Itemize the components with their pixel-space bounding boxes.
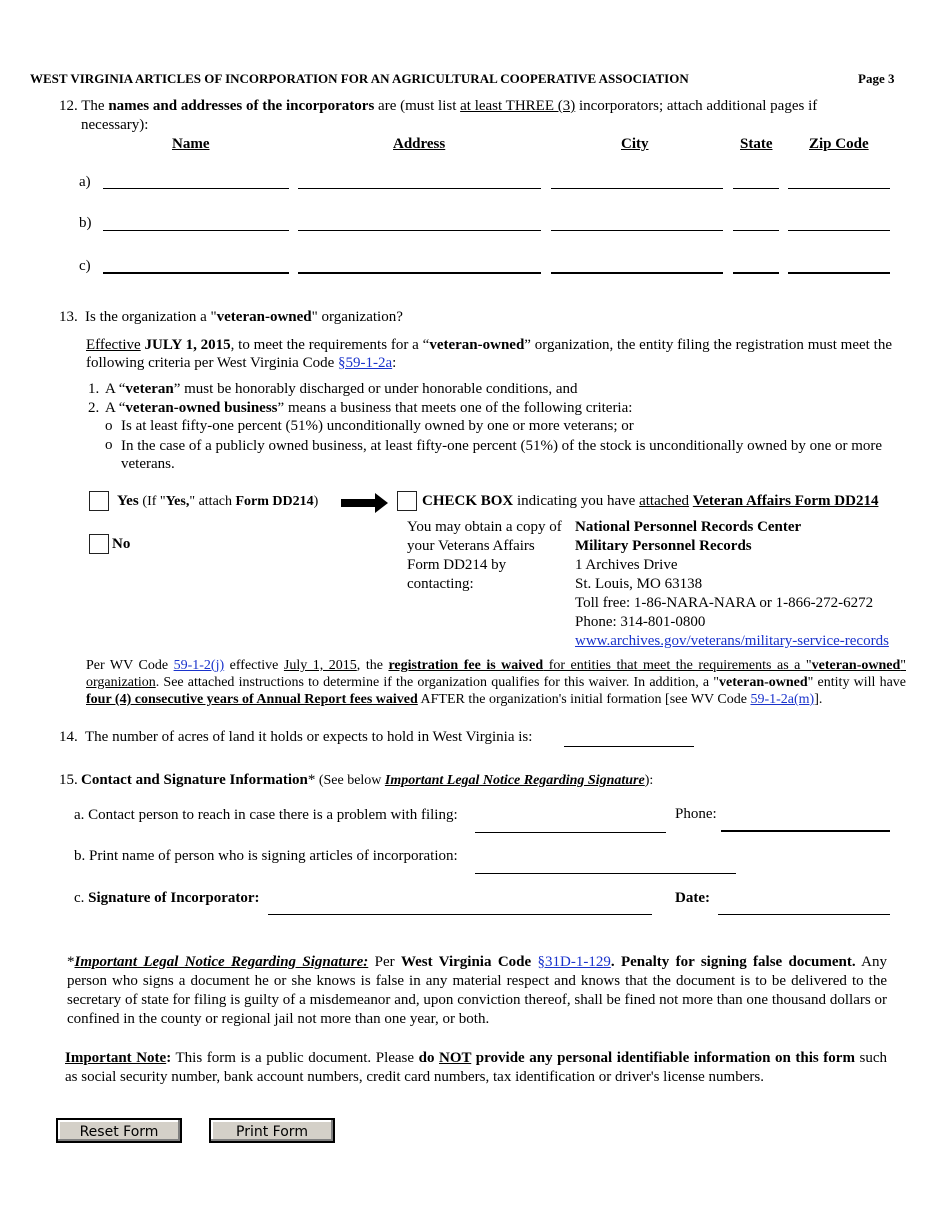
col-state: State: [740, 136, 773, 152]
contact-person-field[interactable]: [475, 832, 666, 833]
sub-bullet-1: o: [105, 418, 113, 434]
page-number: Page 3: [858, 71, 895, 86]
col-city: City: [621, 136, 649, 152]
phone-label: Phone:: [675, 806, 717, 822]
date-field[interactable]: [718, 914, 890, 915]
criteria-1: A “veteran” must be honorably discharged or under honorable conditions, and: [105, 381, 578, 397]
incorporator-a-name-field[interactable]: [103, 188, 289, 189]
q13-effective-paragraph: Effective JULY 1, 2015, to meet the requirements for a “veteran-owned” organization, the entity filing the registration must meet the following criteria per West Virginia Code §59-1-2a:: [86, 337, 892, 371]
signature-field[interactable]: [268, 914, 652, 915]
print-name-label: b. Print name of person who is signing articles of incorporation:: [74, 848, 458, 864]
no-checkbox[interactable]: [89, 534, 109, 554]
incorporator-c-address-field[interactable]: [298, 272, 541, 274]
arrow-right-icon: [341, 493, 389, 513]
row-label-c: c): [79, 258, 91, 274]
sub-bullet-2: o: [105, 437, 113, 453]
yes-checkbox[interactable]: [89, 491, 109, 511]
col-address: Address: [393, 136, 446, 152]
archives-website-link[interactable]: www.archives.gov/veterans/military-service-records: [575, 633, 889, 649]
q13-number: 13.: [59, 309, 78, 325]
signature-label: c. Signature of Incorporator:: [74, 890, 260, 906]
incorporator-b-city-field[interactable]: [551, 230, 723, 231]
incorporator-a-state-field[interactable]: [733, 188, 779, 189]
incorporator-b-name-field[interactable]: [103, 230, 289, 231]
check-box-label: CHECK BOX indicating you have attached Veteran Affairs Form DD214: [422, 493, 879, 509]
q15-heading: Contact and Signature Information* (See below Important Legal Notice Regarding Signature):: [81, 772, 654, 788]
records-center-contact: National Personnel Records Center Military Personnel Records 1 Archives Drive St. Louis, MO 63138 Toll free: 1-86-NARA-NARA or 1-866-272-6272 Phone: 314-801-0800 www.archives.gov/veterans/military-service-records: [575, 519, 889, 649]
obtain-copy-text: You may obtain a copy of your Veterans Affairs Form DD214 by contacting:: [407, 519, 562, 592]
reset-form-button[interactable]: Reset Form: [56, 1118, 182, 1143]
row-label-b: b): [79, 215, 92, 231]
criteria-1-number: 1.: [88, 381, 100, 397]
contact-person-label: a. Contact person to reach in case there is a problem with filing:: [74, 807, 458, 823]
incorporator-a-zip-field[interactable]: [788, 188, 890, 189]
incorporator-c-city-field[interactable]: [551, 272, 723, 274]
no-label: No: [112, 536, 131, 552]
q13-question: Is the organization a "veteran-owned" organization?: [85, 309, 403, 325]
incorporator-a-address-field[interactable]: [298, 188, 541, 189]
criteria-2: A “veteran-owned business” means a business that meets one of the following criteria:: [105, 400, 633, 416]
incorporator-c-zip-field[interactable]: [788, 272, 890, 274]
incorporator-b-zip-field[interactable]: [788, 230, 890, 231]
acres-field[interactable]: [564, 746, 694, 747]
incorporator-b-state-field[interactable]: [733, 230, 779, 231]
incorporator-a-city-field[interactable]: [551, 188, 723, 189]
sub-criteria-2: In the case of a publicly owned business, at least fifty-one percent (51%) of the stock is unconditionally owned by one or more veterans.: [121, 438, 883, 472]
yes-label: Yes (If "Yes," attach Form DD214): [117, 493, 319, 509]
legal-notice: *Important Legal Notice Regarding Signature: Per West Virginia Code §31D-1-129. Penalty for signing false document. Any person who signs a document he or she knows is false in any material respect and knows that the document is to be delivered to the secretary of state for filing is guilty of a misdemeanor and, upon conviction thereof, shall be fined not more than one thousand dollars or confined in the county or regional jail not more than one year, or both.: [67, 954, 887, 1027]
form-title: WEST VIRGINIA ARTICLES OF INCORPORATION FOR AN AGRICULTURAL COOPERATIVE ASSOCIATION: [30, 71, 689, 86]
q14-number: 14.: [59, 729, 78, 745]
fee-waiver-paragraph: Per WV Code 59-1-2(j) effective July 1, 2015, the registration fee is waived for entities that meet the requirements as a "veteran-owned" organization. See attached instructions to determine if the organization qualifies for this waiver. In addition, a "veteran-owned" entity will have four (4) consecutive years of Annual Report fees waived AFTER the organization's initial formation [see WV Code 59-1-2a(m)].: [86, 658, 907, 707]
col-name: Name: [172, 136, 210, 152]
wv-code-link-59-1-2a[interactable]: §59-1-2a: [338, 355, 393, 371]
incorporator-c-name-field[interactable]: [103, 272, 289, 274]
print-name-field[interactable]: [475, 873, 736, 874]
q12-text-cont: necessary):: [81, 117, 149, 133]
date-label: Date:: [675, 890, 710, 906]
incorporator-c-state-field[interactable]: [733, 272, 779, 274]
q12-text: 12. The names and addresses of the incorporators are (must list at least THREE (3) incorporators; attach additional pages if: [59, 98, 818, 114]
row-label-a: a): [79, 174, 91, 190]
wv-code-link-59-1-2j[interactable]: 59-1-2(j): [173, 658, 225, 673]
dd214-attached-checkbox[interactable]: [397, 491, 417, 511]
sub-criteria-1: Is at least fifty-one percent (51%) unconditionally owned by one or more veterans; or: [121, 418, 634, 434]
print-form-button[interactable]: Print Form: [209, 1118, 335, 1143]
criteria-2-number: 2.: [88, 400, 100, 416]
incorporator-b-address-field[interactable]: [298, 230, 541, 231]
wv-code-link-31d-1-129[interactable]: §31D-1-129: [537, 954, 611, 970]
q15-number: 15.: [59, 772, 78, 788]
col-zip: Zip Code: [809, 136, 869, 152]
wv-code-link-59-1-2am[interactable]: 59-1-2a(m): [750, 692, 815, 707]
important-note: Important Note: This form is a public document. Please do NOT provide any personal identifiable information on this form such as social security number, bank account numbers, credit card numbers, tax identification or driver's license numbers.: [65, 1050, 888, 1085]
phone-field[interactable]: [721, 830, 890, 832]
q14-question: The number of acres of land it holds or expects to hold in West Virginia is:: [85, 729, 533, 745]
